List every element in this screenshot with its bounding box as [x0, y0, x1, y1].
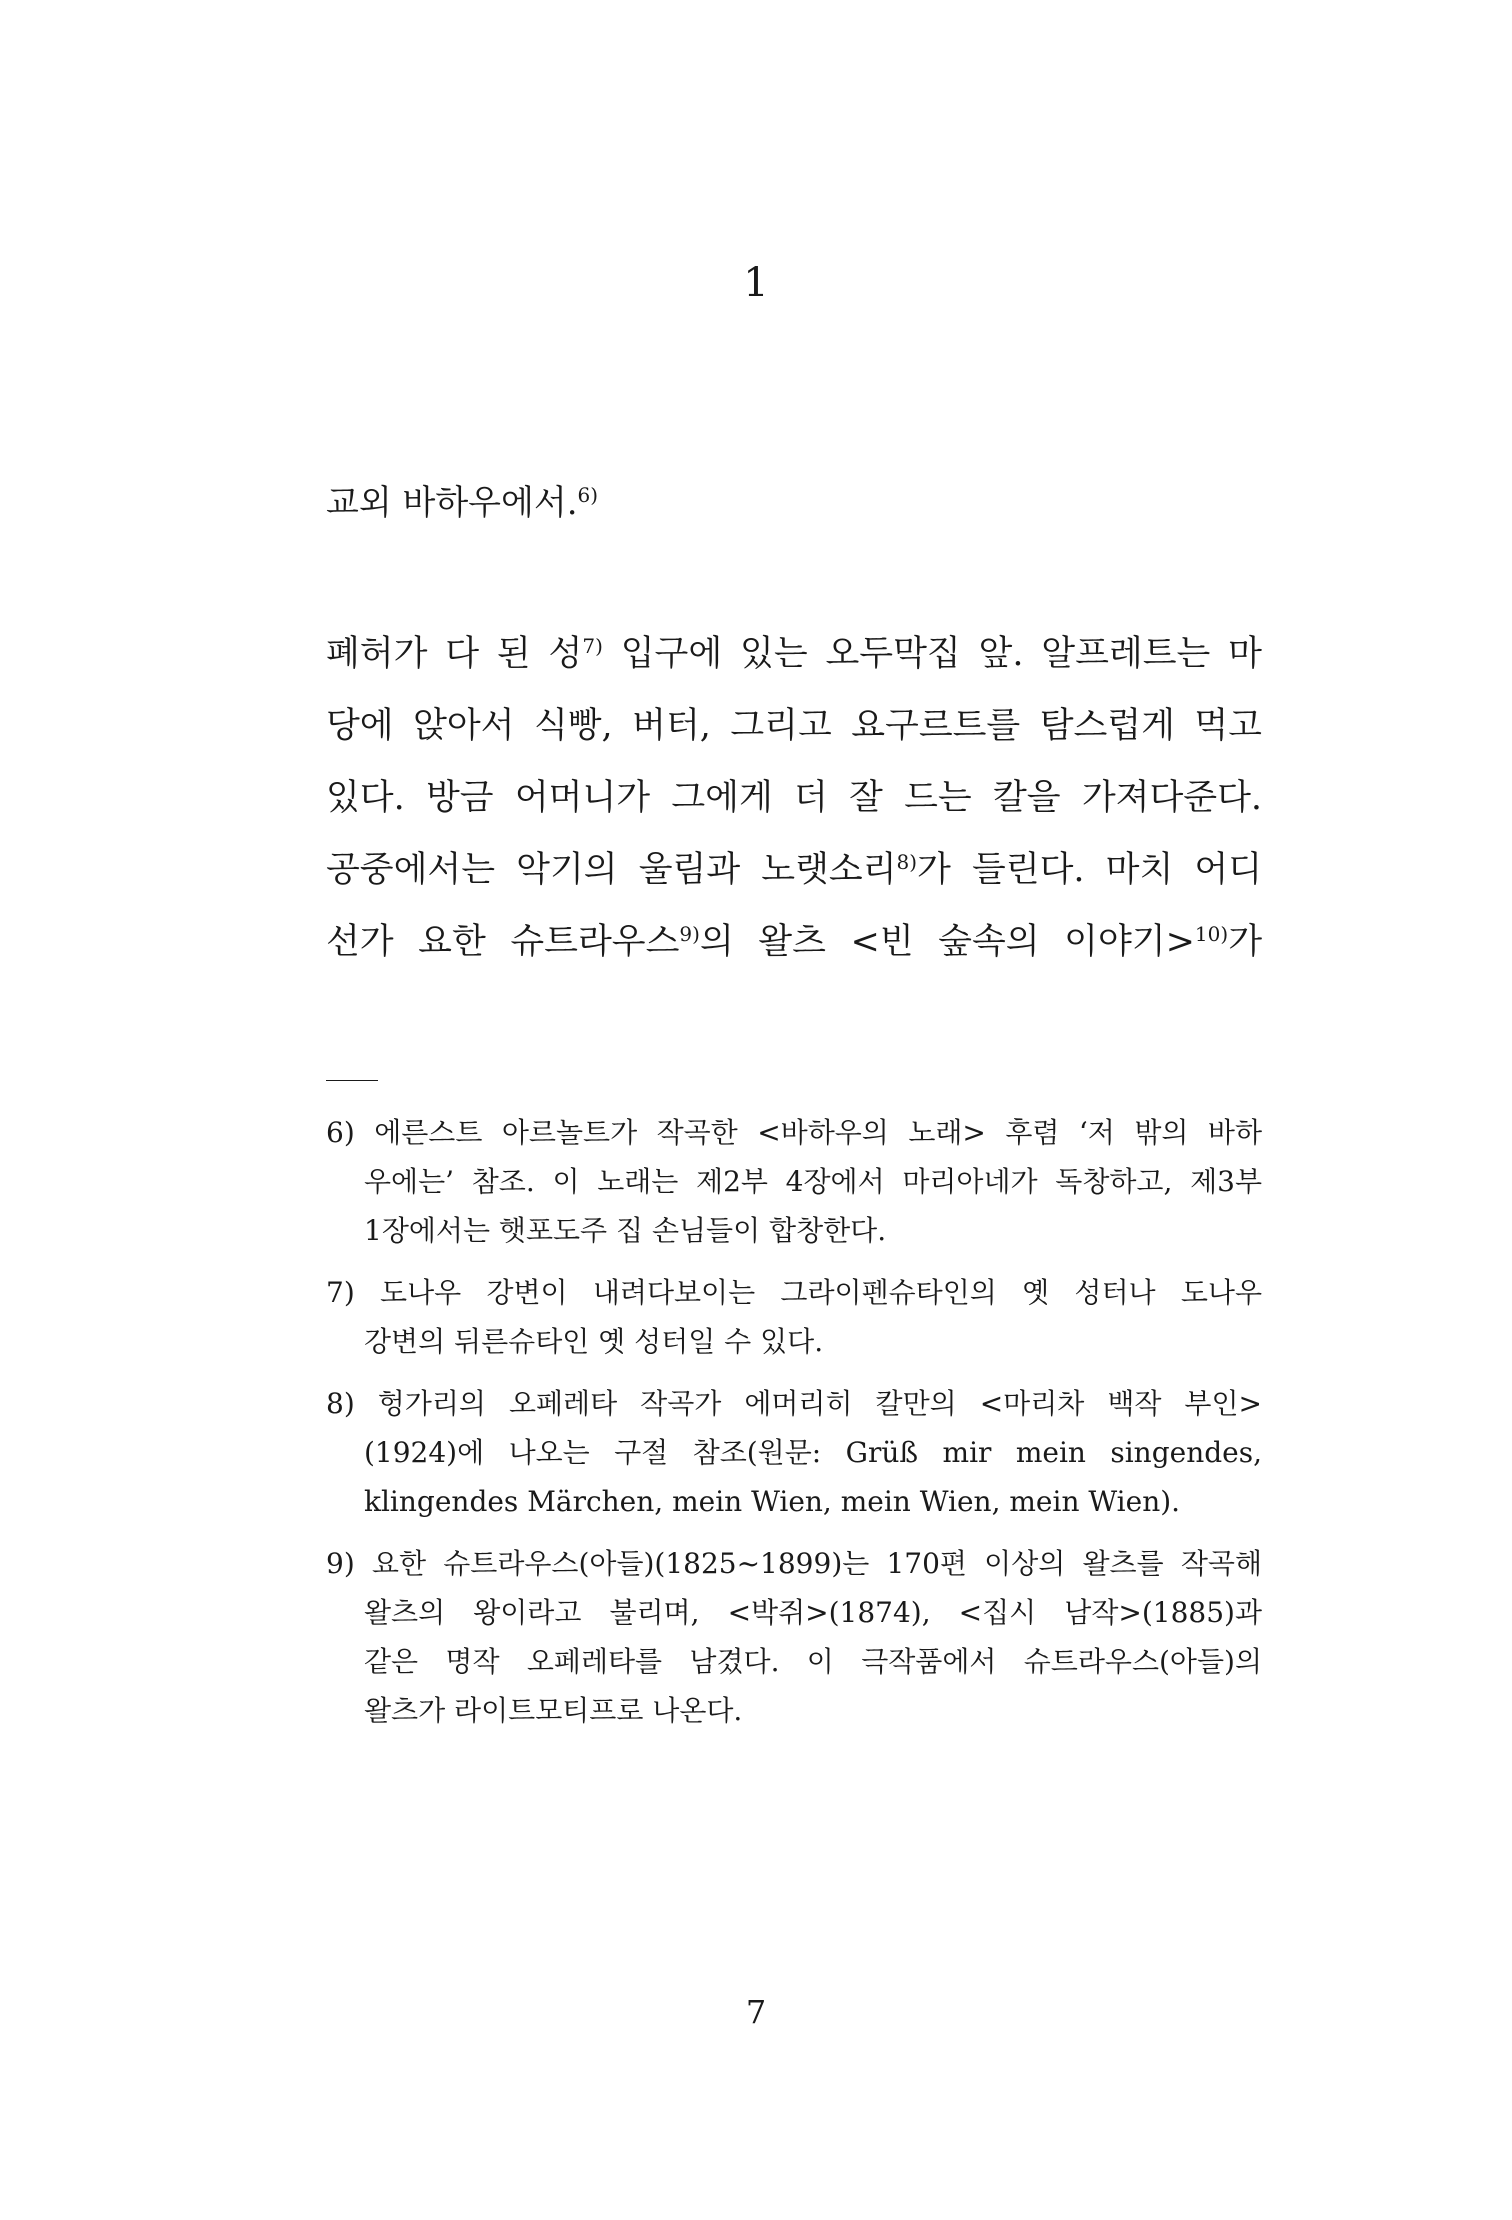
- footnote-line: 우에는’ 참조. 이 노래는 제2부 4장에서 마리아네가 독창하고, 제3부: [364, 1165, 1262, 1198]
- body-line: [326, 906, 1262, 978]
- body-text: 선가 요한 슈트라우스: [326, 922, 680, 962]
- footnote-line: 9) 요한 슈트라우스(아들)(1825~1899)는 170편 이상의 왈츠를 작곡해: [326, 1547, 1262, 1580]
- body-text: 가 들린다. 마치 어디: [917, 850, 1263, 890]
- page-number: 7: [745, 1993, 767, 2031]
- footnote-line: 같은 명작 오페레타를 남겼다. 이 극작품에서 슈트라우스(아들)의: [364, 1645, 1262, 1678]
- footnote-divider: [326, 1080, 378, 1081]
- footnote-8: [326, 1379, 1262, 1526]
- footnote-line: 1장에서는 햇포도주 집 손님들이 합창한다.: [364, 1214, 887, 1247]
- body-text: 의 왈츠 <빈 숲속의 이야기>: [699, 922, 1195, 962]
- footnote-line: 6) 에른스트 아르놀트가 작곡한 <바하우의 노래> 후렴 ‘저 밖의 바하: [326, 1116, 1262, 1149]
- body-text: 가: [1228, 922, 1262, 962]
- footnote-line: 8) 헝가리의 오페레타 작곡가 에머리히 칼만의 <마리차 백작 부인>: [326, 1387, 1262, 1420]
- body-line: 당에 앉아서 식빵, 버터, 그리고 요구르트를 탐스럽게 먹고: [326, 706, 1262, 746]
- footnote-7: [326, 1268, 1262, 1366]
- footnote-6: [326, 1108, 1262, 1255]
- body-line: [326, 618, 1262, 690]
- body-text: 공중에서는 악기의 울림과 노랫소리: [326, 850, 897, 890]
- body-line: 있다. 방금 어머니가 그에게 더 잘 드는 칼을 가져다준다.: [326, 778, 1262, 818]
- footnote-9: [326, 1539, 1262, 1735]
- body-paragraph: [326, 618, 1262, 978]
- footnote-line: 강변의 뒤른슈타인 옛 성터일 수 있다.: [364, 1325, 824, 1358]
- body-text: 폐허가 다 된 성: [326, 634, 583, 674]
- setting-text: 교외 바하우에서.: [326, 483, 578, 523]
- setting-line: [326, 478, 1266, 528]
- footnote-line: 왈츠의 왕이라고 불리며, <박쥐>(1874), <집시 남작>(1885)과: [364, 1596, 1262, 1629]
- footnote-line: 왈츠가 라이트모티프로 나온다.: [364, 1694, 743, 1727]
- footnote-line: (1924)에 나오는 구절 참조(원문: Grüß mir mein singendes,: [364, 1436, 1262, 1469]
- scene-number: 1: [743, 260, 769, 306]
- body-text: 입구에 있는 오두막집 앞. 알프레트는 마: [602, 634, 1262, 674]
- footnotes: [326, 1108, 1262, 1748]
- body-line: [326, 834, 1262, 906]
- footnote-line: 7) 도나우 강변이 내려다보이는 그라이펜슈타인의 옛 성터나 도나우: [326, 1276, 1262, 1309]
- footnote-line: klingendes Märchen, mein Wien, mein Wien, mein Wien).: [364, 1485, 1181, 1518]
- footnote-ref[interactable]: 6): [577, 483, 599, 507]
- footnote-ref[interactable]: 7): [582, 634, 603, 658]
- footnote-ref[interactable]: 8): [896, 850, 918, 874]
- footnote-ref[interactable]: 9): [679, 922, 700, 946]
- footnote-ref[interactable]: 10): [1194, 922, 1229, 946]
